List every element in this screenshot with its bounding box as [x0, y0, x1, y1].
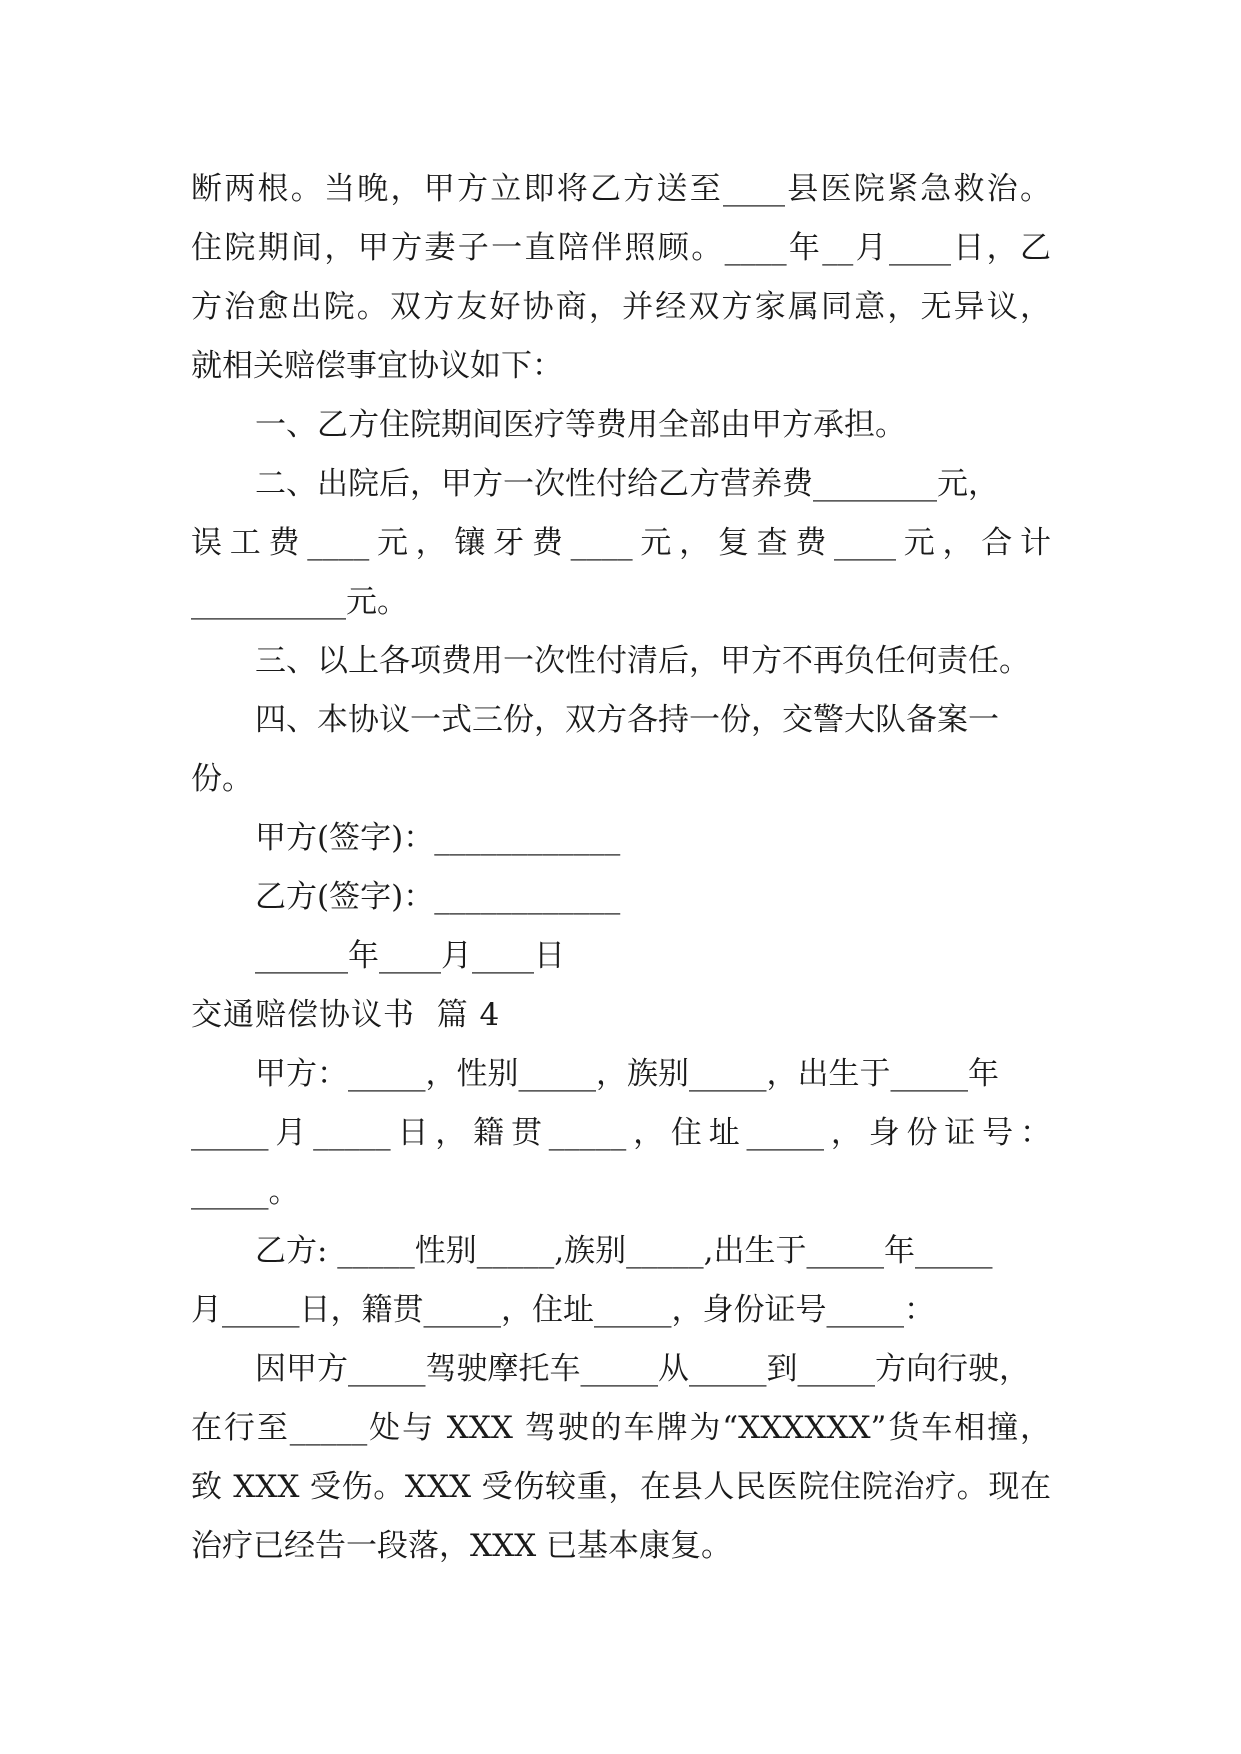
- accident-description: 因甲方_____驾驶摩托车_____从_____到_____方向行驶，: [255, 1351, 1030, 1387]
- party-a-signature: 甲方(签字)：____________: [255, 820, 621, 856]
- clause-one: 一、乙方住院期间医疗等费用全部由甲方承担。: [255, 407, 906, 443]
- text-line: 在行至_____处与 XXX 驾驶的车牌为“XXXXXX”货车相撞，: [191, 1410, 1051, 1446]
- text-line: 就相关赔偿事宜协议如下：: [191, 348, 563, 384]
- text-line: 住院期间，甲方妻子一直陪伴照顾。____年__月____日，乙: [191, 230, 1051, 266]
- clause-three: 三、以上各项费用一次性付清后，甲方不再负任何责任。: [255, 643, 1030, 679]
- text-line: 断两根。当晚，甲方立即将乙方送至____县医院紧急救治。: [191, 171, 1051, 207]
- section-heading: 交通赔偿协议书 篇 4: [191, 997, 501, 1033]
- party-b-info: 乙方: _____性别_____,族别_____,出生于_____年_____: [255, 1233, 993, 1269]
- text-line: _____。: [191, 1174, 300, 1210]
- text-line: 致 XXX 受伤。XXX 受伤较重，在县人民医院住院治疗。现在: [191, 1469, 1051, 1505]
- clause-two: 二、出院后，甲方一次性付给乙方营养费________元，: [255, 466, 999, 502]
- signature-date: ______年____月____日: [255, 938, 565, 974]
- party-b-signature: 乙方(签字)：____________: [255, 879, 621, 915]
- clause-four: 四、本协议一式三份，双方各持一份，交警大队备案一: [255, 702, 999, 738]
- document-body: [191, 160, 1051, 1576]
- text-line: 方治愈出院。双方友好协商，并经双方家属同意，无异议，: [191, 289, 1051, 325]
- text-line: __________元。: [191, 584, 408, 620]
- text-line: 治疗已经告一段落，XXX 已基本康复。: [191, 1528, 733, 1564]
- text-line: 份。: [191, 761, 253, 797]
- party-a-info: 甲方：_____，性别_____，族别_____，出生于_____年: [255, 1056, 999, 1092]
- text-line: 误工费____元，镶牙费____元，复查费____元，合计: [191, 525, 1051, 561]
- text-line: _____月_____日，籍贯_____，住址_____，身份证号：: [191, 1115, 1051, 1151]
- text-line: 月_____日，籍贯_____，住址_____，身份证号_____：: [191, 1292, 935, 1328]
